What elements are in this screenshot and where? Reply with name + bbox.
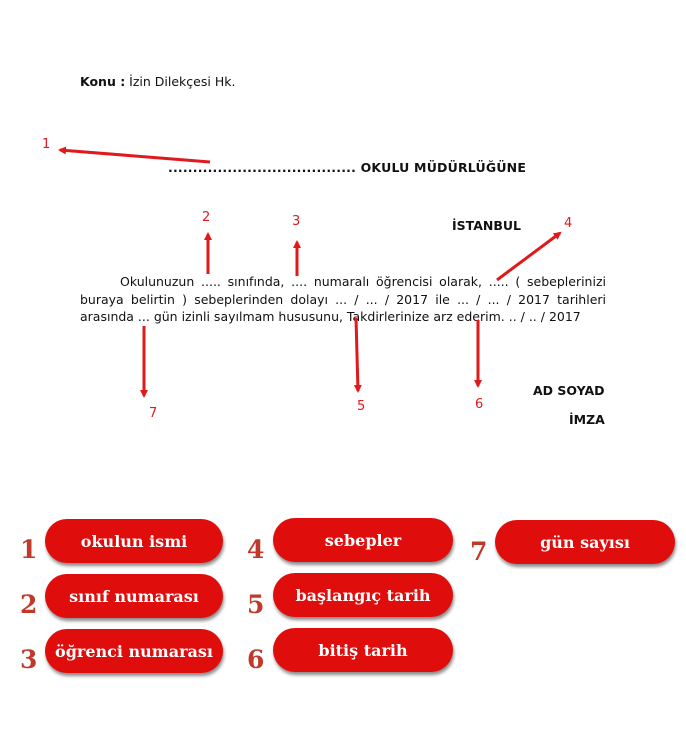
legend-number-4: 4 bbox=[247, 535, 265, 564]
legend-number-2: 2 bbox=[20, 590, 38, 619]
legend-number-1: 1 bbox=[20, 535, 38, 564]
legend-pill-ogrenci-numarasi: öğrenci numarası bbox=[45, 629, 223, 673]
annotation-number-5: 5 bbox=[357, 399, 366, 414]
legend-pill-gun-sayisi: gün sayısı bbox=[495, 520, 675, 564]
arrow-5 bbox=[356, 318, 358, 391]
annotation-number-7: 7 bbox=[149, 406, 158, 421]
subject-value: İzin Dilekçesi Hk. bbox=[125, 74, 236, 89]
legend-number-3: 3 bbox=[20, 645, 38, 674]
annotation-number-6: 6 bbox=[475, 397, 484, 412]
subject-label: Konu : bbox=[80, 74, 126, 89]
annotation-number-2: 2 bbox=[202, 210, 211, 225]
school-address-line: ...................................... OKULU MÜDÜRLÜĞÜNE bbox=[168, 160, 527, 175]
legend-number-7: 7 bbox=[470, 537, 488, 566]
annotation-number-4: 4 bbox=[564, 216, 573, 231]
legend-pill-bitis-tarih: bitiş tarih bbox=[273, 628, 453, 672]
legend-pill-baslangic-tarih: başlangıç tarih bbox=[273, 573, 453, 617]
annotation-number-1: 1 bbox=[42, 137, 51, 152]
name-surname-label: AD SOYAD bbox=[533, 383, 605, 398]
legend-pill-sebepler: sebepler bbox=[273, 518, 453, 562]
legend-number-6: 6 bbox=[247, 645, 265, 674]
legend-pill-okulun-ismi: okulun ismi bbox=[45, 519, 223, 563]
annotation-number-3: 3 bbox=[292, 214, 301, 229]
petition-body: Okulunuzun ..... sınıfında, .... numaralı öğrencisi olarak, ..... ( sebeplerinizi buraya belirtin ) sebeplerinden dolayı ... / ... / 2017 ile ... / ... / 2017 tarihleri arasında ... gün izinli sayılmam hususunu, Takdirlerinize arz ederim. .. / .. / 2017 bbox=[80, 274, 606, 324]
signature-label: İMZA bbox=[569, 412, 605, 427]
city-label: İSTANBUL bbox=[452, 218, 521, 233]
legend-number-5: 5 bbox=[247, 590, 265, 619]
legend-pill-sinif-numarasi: sınıf numarası bbox=[45, 574, 223, 618]
subject-line bbox=[80, 74, 235, 89]
